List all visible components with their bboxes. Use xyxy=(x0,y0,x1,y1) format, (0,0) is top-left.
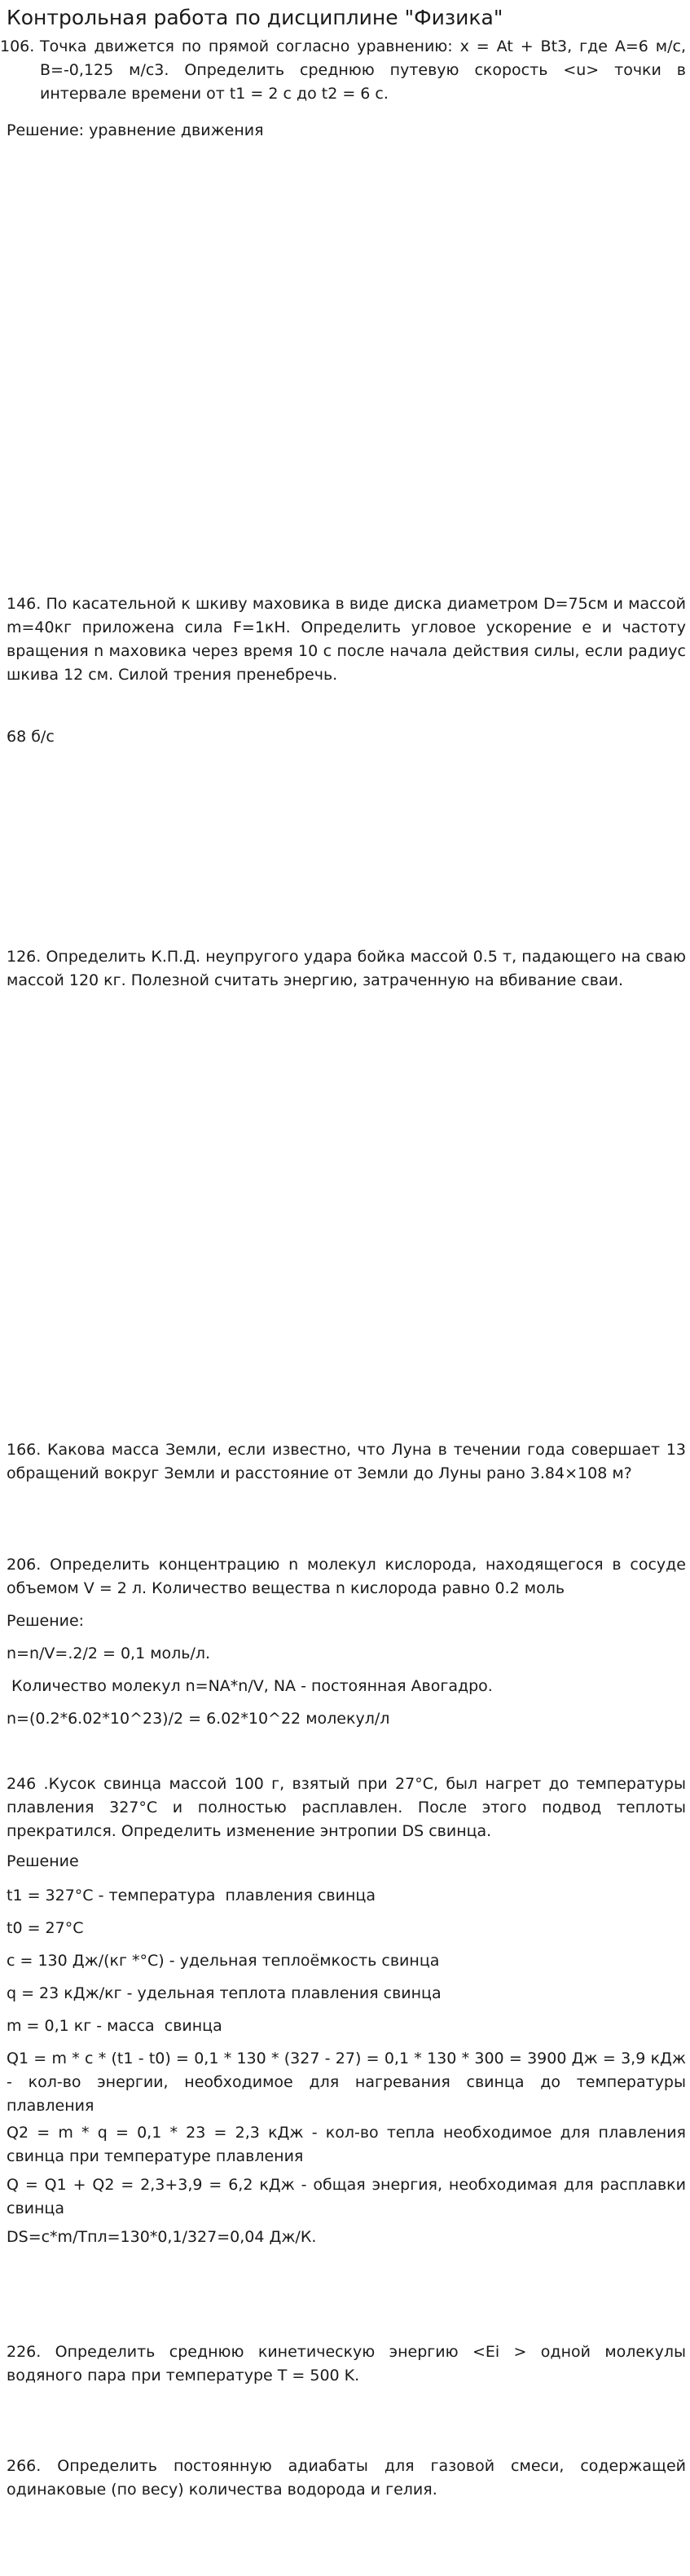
task-246-ds: DS=c*m/Tпл=130*0,1/327=0,04 Дж/К. xyxy=(7,2228,317,2246)
task-246-q1: Q1 = m * c * (t1 - t0) = 0,1 * 130 * (327 - 27) = 0,1 * 130 * 300 = 3900 Дж = 3,9 кДж - кол-во энергии, необходимое для нагревания свинца до температуры плавления xyxy=(7,2050,686,2115)
task-246-line: Решение xyxy=(7,1852,79,1870)
task-106 xyxy=(0,35,686,106)
task-146-note: 68 б/с xyxy=(7,728,55,746)
task-206-line: Количество молекул n=NA*n/V, NA - постоянная Авогадро. xyxy=(7,1677,493,1695)
task-226-text: 226. Определить среднюю кинетическую энергию <Ei > одной молекулы водяного пара при температуре T = 500 K. xyxy=(7,2343,686,2384)
task-246-line: t1 = 327°С - температура плавления свинца xyxy=(7,1887,376,1904)
task-246-line: m = 0,1 кг - масса свинца xyxy=(7,2017,222,2035)
task-106-number: 106. xyxy=(0,37,35,55)
page-title: Контрольная работа по дисциплине "Физика" xyxy=(7,6,503,29)
task-126-text: 126. Определить К.П.Д. неупругого удара бойка массой 0.5 т, падающего на сваю массой 120 кг. Полезной считать энергию, затраченную на вбивание сваи. xyxy=(7,948,686,989)
task-246-q: Q = Q1 + Q2 = 2,3+3,9 = 6,2 кДж - общая энергия, необходимая для расплавки свинца xyxy=(7,2176,686,2217)
task-246-line: q = 23 кДж/кг - удельная теплота плавления свинца xyxy=(7,1984,442,2002)
task-106-solution: Решение: уравнение движения xyxy=(7,121,264,139)
task-246-line: t0 = 27°С xyxy=(7,1919,84,1937)
task-146-text: 146. По касательной к шкиву маховика в виде диска диаметром D=75см и массой m=40кг приложена сила F=1кН. Определить угловое ускорение e и частоту вращения n маховика через время 10 с после начала действия силы, если радиус шкива 12 см. Силой трения пренебречь. xyxy=(7,595,686,684)
task-206-text: 206. Определить концентрацию n молекул кислорода, находящегося в сосуде объемом V = 2 л. Количество вещества n кислорода равно 0.2 моль xyxy=(7,1556,686,1597)
task-246-q2: Q2 = m * q = 0,1 * 23 = 2,3 кДж - кол-во тепла необходимое для плавления свинца при температуре плавления xyxy=(7,2124,686,2165)
task-106-text: Точка движется по прямой согласно уравнению: x = At + Bt3, где A=6 м/с, B=-0,125 м/с3. Определить среднюю путевую скорость <u> точки в интервале времени от t1 = 2 с до t2 = 6 с. xyxy=(40,37,686,103)
task-206-line: n=n/V=.2/2 = 0,1 моль/л. xyxy=(7,1645,211,1662)
task-246-text: 246 .Кусок свинца массой 100 г, взятый при 27°С, был нагрет до температуры плавления 327°С и полностью расплавлен. После этого подвод теплоты прекратился. Определить изменение энтропии DS свинца. xyxy=(7,1775,686,1840)
task-166-text: 166. Какова масса Земли, если известно, что Луна в течении года совершает 13 обращений вокруг Земли и расстояние от Земли до Луны рано 3.84×108 м? xyxy=(7,1441,686,1482)
task-246-line: c = 130 Дж/(кг *°С) - удельная теплоёмкость свинца xyxy=(7,1952,440,1970)
task-266-text: 266. Определить постоянную адиабаты для газовой смеси, содержащей одинаковые (по весу) количества водорода и гелия. xyxy=(7,2457,686,2499)
task-206-line: Решение: xyxy=(7,1612,85,1630)
task-206-line: n=(0.2*6.02*10^23)/2 = 6.02*10^22 молекул/л xyxy=(7,1710,390,1728)
